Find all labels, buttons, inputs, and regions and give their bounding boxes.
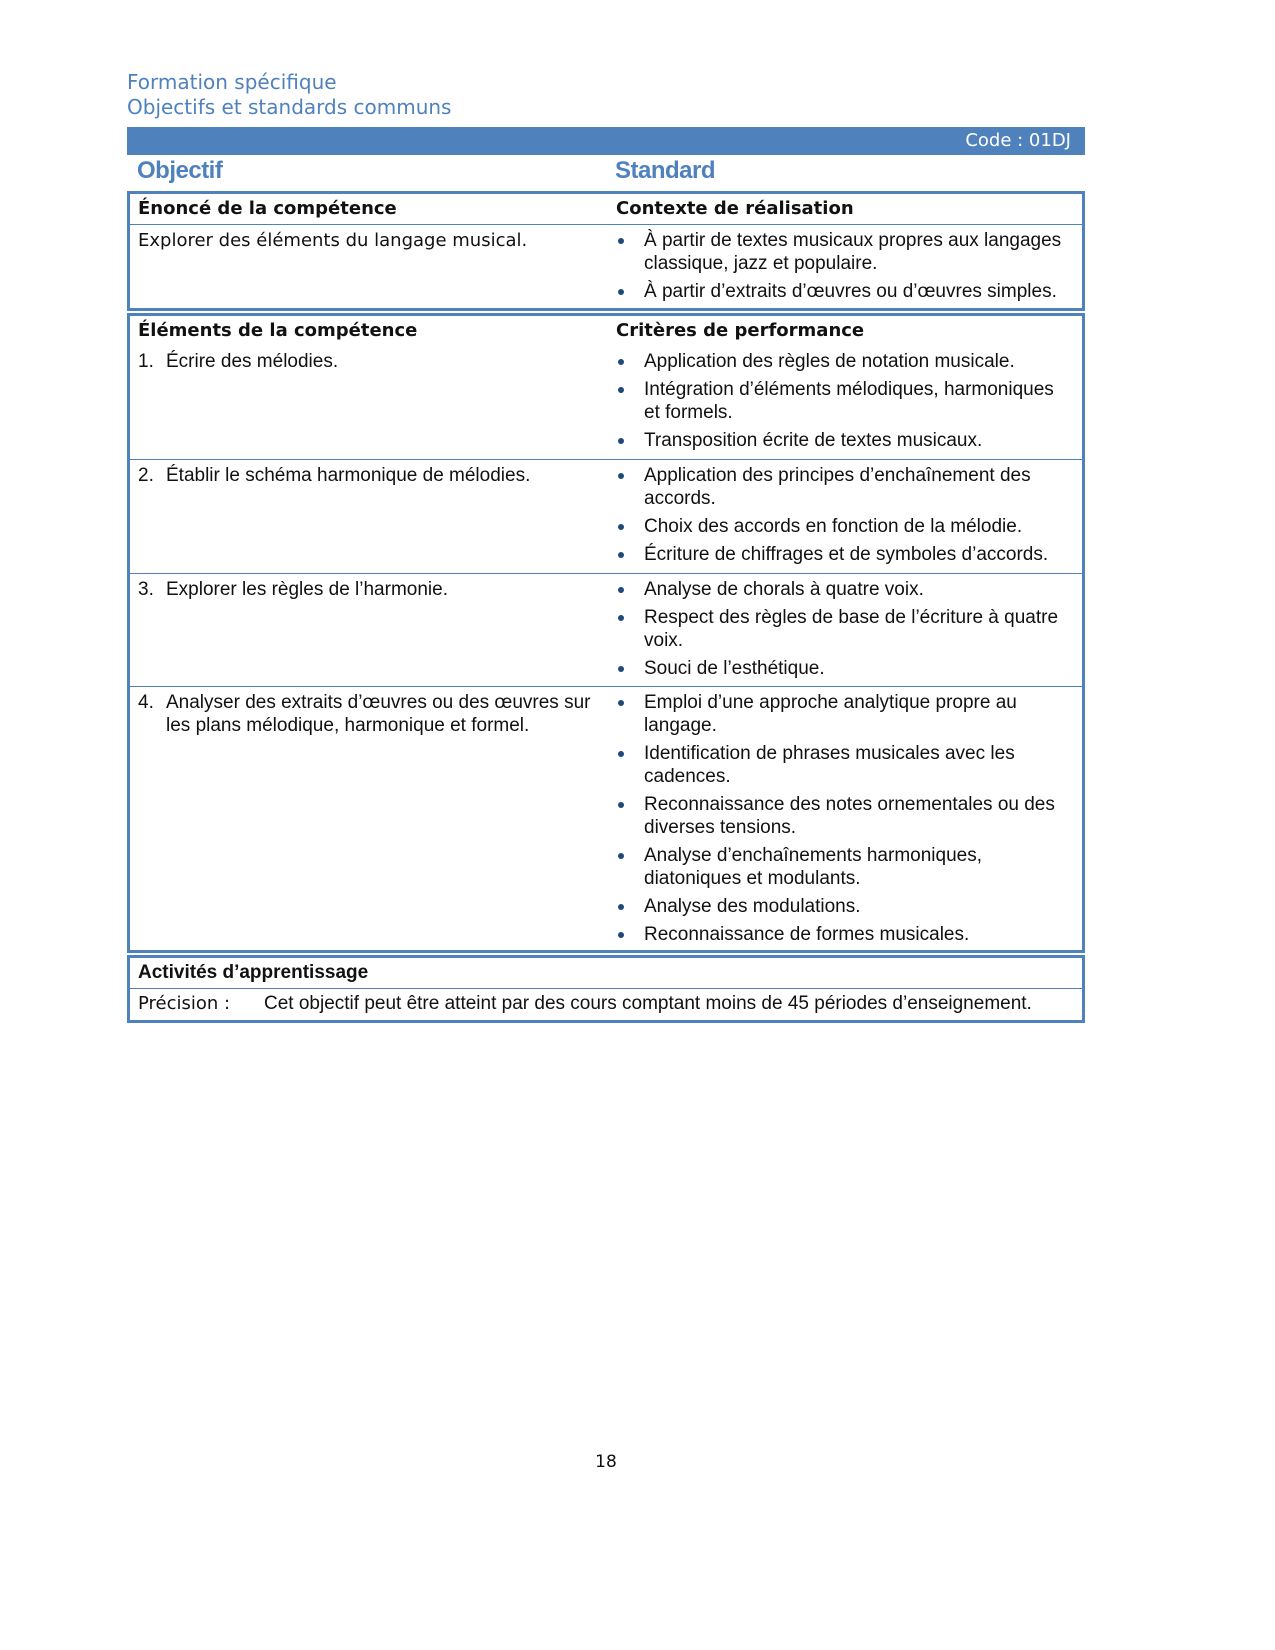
activities-table [127, 955, 1085, 1023]
bullet-text: Application des principes d’enchaînement des accords. [644, 465, 1031, 509]
bullet-icon [618, 802, 624, 808]
bullet-item [616, 793, 1074, 839]
bullet-text: À partir d’extraits d’œuvres ou d’œuvres simples. [644, 281, 1057, 302]
element-text: Analyser des extraits d’œuvres ou des œuvres sur les plans mélodique, harmonique et formel. [166, 692, 591, 736]
bullet-text: Choix des accords en fonction de la mélodie. [644, 516, 1023, 537]
criteria-list [616, 578, 1074, 680]
bullet-text: Transposition écrite de textes musicaux. [644, 430, 983, 451]
column-headings [127, 155, 1085, 192]
bullet-text: Analyse des modulations. [644, 896, 861, 917]
bullet-text: Intégration d’éléments mélodiques, harmoniques et formels. [644, 379, 1054, 423]
bullet-icon [618, 289, 624, 295]
bullet-text: Identification de phrases musicales avec les cadences. [644, 743, 1015, 787]
bullet-item [616, 657, 1074, 680]
bullet-icon [618, 524, 624, 530]
element-text: Écrire des mélodies. [166, 351, 339, 372]
element-number: 4. [138, 692, 154, 713]
statement-table [127, 191, 1085, 311]
bullet-item [616, 464, 1074, 510]
competence-statement: Explorer des éléments du langage musical. [138, 230, 528, 251]
bullet-text: Reconnaissance des notes ornementales ou des diverses tensions. [644, 794, 1055, 838]
bullet-item [616, 515, 1074, 538]
bullet-text: Respect des règles de base de l’écriture à quatre voix. [644, 607, 1059, 651]
element-text: Explorer les règles de l’harmonie. [166, 579, 448, 600]
bullet-text: Reconnaissance de formes musicales. [644, 924, 970, 945]
bullet-item [616, 429, 1074, 452]
elements-table [127, 313, 1085, 953]
bullet-icon [618, 932, 624, 938]
element-number: 1. [138, 351, 154, 372]
bullet-text: Application des règles de notation musicale. [644, 351, 1015, 372]
bullet-text: Analyse d’enchaînements harmoniques, diatoniques et modulants. [644, 845, 982, 889]
header-program: Formation spécifique [127, 70, 337, 94]
bullet-item [616, 923, 1074, 946]
statement-title: Énoncé de la compétence [138, 198, 397, 219]
code-bar [127, 127, 1085, 155]
criteria-list [616, 691, 1074, 946]
bullet-item [616, 691, 1074, 737]
element-row [130, 686, 1082, 954]
bullet-icon [618, 552, 624, 558]
bullet-item [616, 350, 1074, 373]
element-number: 3. [138, 579, 154, 600]
standard-heading: Standard [615, 157, 716, 184]
page-number: 18 [595, 1452, 617, 1472]
bullet-icon [618, 587, 624, 593]
bullet-icon [618, 904, 624, 910]
element-text: Établir le schéma harmonique de mélodies. [166, 465, 531, 486]
criteria-list [616, 350, 1074, 452]
element-row [130, 346, 1082, 459]
bullet-item [616, 606, 1074, 652]
course-code: Code : 01DJ [965, 130, 1071, 151]
element-number: 2. [138, 465, 154, 486]
criteria-list [616, 464, 1074, 566]
bullet-item [616, 543, 1074, 566]
header-subtitle: Objectifs et standards communs [127, 95, 452, 119]
bullet-icon [618, 615, 624, 621]
bullet-icon [618, 666, 624, 672]
element-row [130, 459, 1082, 573]
bullet-text: À partir de textes musicaux propres aux langages classique, jazz et populaire. [644, 230, 1062, 274]
precision-text: Cet objectif peut être atteint par des cours comptant moins de 45 périodes d’enseignement. [264, 993, 1032, 1014]
bullet-item [616, 844, 1074, 890]
criteria-title: Critères de performance [616, 320, 865, 341]
bullet-item [616, 578, 1074, 601]
elements-title: Éléments de la compétence [138, 320, 418, 341]
bullet-item [616, 742, 1074, 788]
bullet-item [616, 280, 1074, 303]
bullet-icon [618, 387, 624, 393]
element-row [130, 573, 1082, 686]
context-title: Contexte de réalisation [616, 198, 854, 219]
bullet-icon [618, 853, 624, 859]
bullet-text: Écriture de chiffrages et de symboles d’accords. [644, 544, 1049, 565]
bullet-icon [618, 473, 624, 479]
context-list [616, 229, 1074, 303]
bullet-text: Souci de l’esthétique. [644, 658, 825, 679]
activities-title: Activités d’apprentissage [138, 962, 369, 983]
bullet-icon [618, 438, 624, 444]
bullet-icon [618, 751, 624, 757]
bullet-text: Emploi d’une approche analytique propre au langage. [644, 692, 1017, 736]
bullet-text: Analyse de chorals à quatre voix. [644, 579, 924, 600]
objectif-heading: Objectif [137, 157, 223, 184]
bullet-icon [618, 700, 624, 706]
precision-label: Précision : [138, 993, 231, 1014]
bullet-item [616, 229, 1074, 275]
bullet-item [616, 378, 1074, 424]
bullet-icon [618, 238, 624, 244]
bullet-icon [618, 359, 624, 365]
bullet-item [616, 895, 1074, 918]
